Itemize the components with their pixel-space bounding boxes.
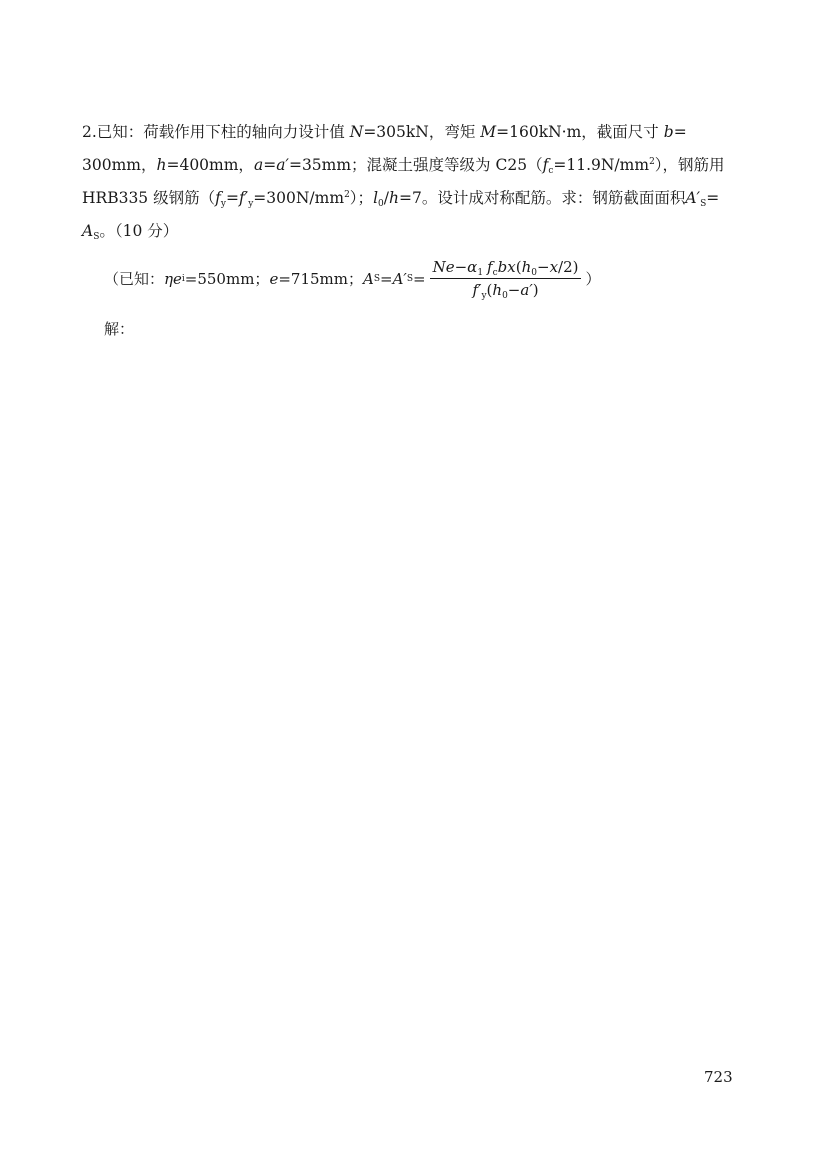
problem-line-4 <box>82 215 746 248</box>
formula-part: − <box>454 258 468 276</box>
symbol-b: b <box>663 123 674 141</box>
symbol-h: h <box>156 156 167 174</box>
formula-part: h <box>521 258 532 276</box>
subscript: y <box>220 199 226 209</box>
given-ei-value: =550mm； <box>184 270 270 288</box>
formula-part: ( <box>515 258 522 276</box>
subscript: 1 <box>477 268 484 278</box>
text-run: = <box>706 189 720 207</box>
subscript: S <box>93 232 100 242</box>
fraction <box>430 258 582 299</box>
symbol-f: f <box>542 156 549 174</box>
text-run: 300mm， <box>82 156 157 174</box>
formula-part: x <box>549 258 559 276</box>
text-run: = <box>225 189 239 207</box>
symbol-eta-e: ηe <box>164 269 182 288</box>
formula-part: − <box>536 258 550 276</box>
symbol-a-prime: a′ <box>276 156 289 174</box>
superscript: 2 <box>344 190 350 200</box>
given-prefix: （已知： <box>104 270 165 288</box>
text-run: 。（10 分） <box>99 222 179 240</box>
text-run: = <box>673 123 687 141</box>
text-run: ），钢筋用 <box>654 156 725 174</box>
symbol-h: h <box>389 189 399 207</box>
symbol-M: M <box>480 123 497 141</box>
text-run: =35mm；混凝土强度等级为 C25（ <box>288 156 543 174</box>
equals-sign: = <box>380 269 393 288</box>
fraction-numerator <box>430 258 582 279</box>
problem-line-3 <box>82 182 746 215</box>
problem-line-1 <box>82 116 746 149</box>
text-run: =400mm， <box>166 156 254 174</box>
symbol-As-prime: A′ <box>392 269 407 288</box>
symbol-l: l <box>373 189 379 207</box>
formula-part: ) <box>532 281 539 299</box>
symbol-a: a <box>253 156 264 174</box>
problem-line-2 <box>82 149 746 182</box>
superscript: 2 <box>649 157 655 167</box>
formula-part: /2) <box>558 258 579 276</box>
subscript: 0 <box>502 291 508 301</box>
symbol-N: N <box>349 123 364 141</box>
equals-sign: = <box>413 269 426 288</box>
symbol-f-prime: f′ <box>238 189 249 207</box>
symbol-A: A <box>82 222 94 240</box>
problem-2 <box>82 116 746 248</box>
given-formula: （已知： ηe i =550mm； e =715mm； A S = A′ S = $\frac{Ne-\alpha_1 f_cbx(h_0-x/2)}{f'_y(h_0-a')}$ ） <box>104 258 601 301</box>
symbol-As: A <box>362 269 374 288</box>
formula-part: f′ <box>472 281 482 299</box>
problem-number: 2. <box>82 123 97 141</box>
subscript: c <box>492 268 498 278</box>
symbol-A-prime: A′ <box>685 189 701 207</box>
page-number: 723 <box>704 1068 733 1086</box>
formula-part: bx <box>497 258 516 276</box>
formula-part: − <box>507 281 521 299</box>
text-run: =160kN·m，截面尺寸 <box>496 123 659 141</box>
symbol-e: e <box>269 269 279 288</box>
subscript: y <box>481 291 487 301</box>
text-run: =7。设计成对称配筋。求：钢筋截面面积 <box>398 189 686 207</box>
subscript: 0 <box>378 199 384 209</box>
text-run: =305kN，弯矩 <box>363 123 476 141</box>
text-run: =300N/mm <box>253 189 345 207</box>
formula-part: h <box>492 281 503 299</box>
given-suffix: ） <box>585 270 601 288</box>
formula-part: f <box>487 258 493 276</box>
text-run: = <box>263 156 277 174</box>
subscript: y <box>248 199 254 209</box>
formula-part: a′ <box>520 281 533 299</box>
symbol-f: f <box>215 189 221 207</box>
solution-label: 解： <box>104 320 135 338</box>
subscript: S <box>700 199 707 209</box>
subscript: c <box>548 166 554 176</box>
formula-part: Ne <box>432 258 455 276</box>
given-e-value: =715mm； <box>278 270 363 288</box>
subscript: 0 <box>531 268 537 278</box>
text-run: 已知：荷载作用下柱的轴向力设计值 <box>96 123 345 141</box>
problem-line-1-text <box>82 116 687 149</box>
text-run: =11.9N/mm <box>553 156 650 174</box>
formula-part: α <box>467 258 478 276</box>
text-run: / <box>383 189 389 207</box>
text-run: HRB335 级钢筋（ <box>82 189 216 207</box>
fraction-denominator <box>469 279 541 299</box>
formula-part: ( <box>486 281 493 299</box>
text-run: ）； <box>349 189 374 207</box>
